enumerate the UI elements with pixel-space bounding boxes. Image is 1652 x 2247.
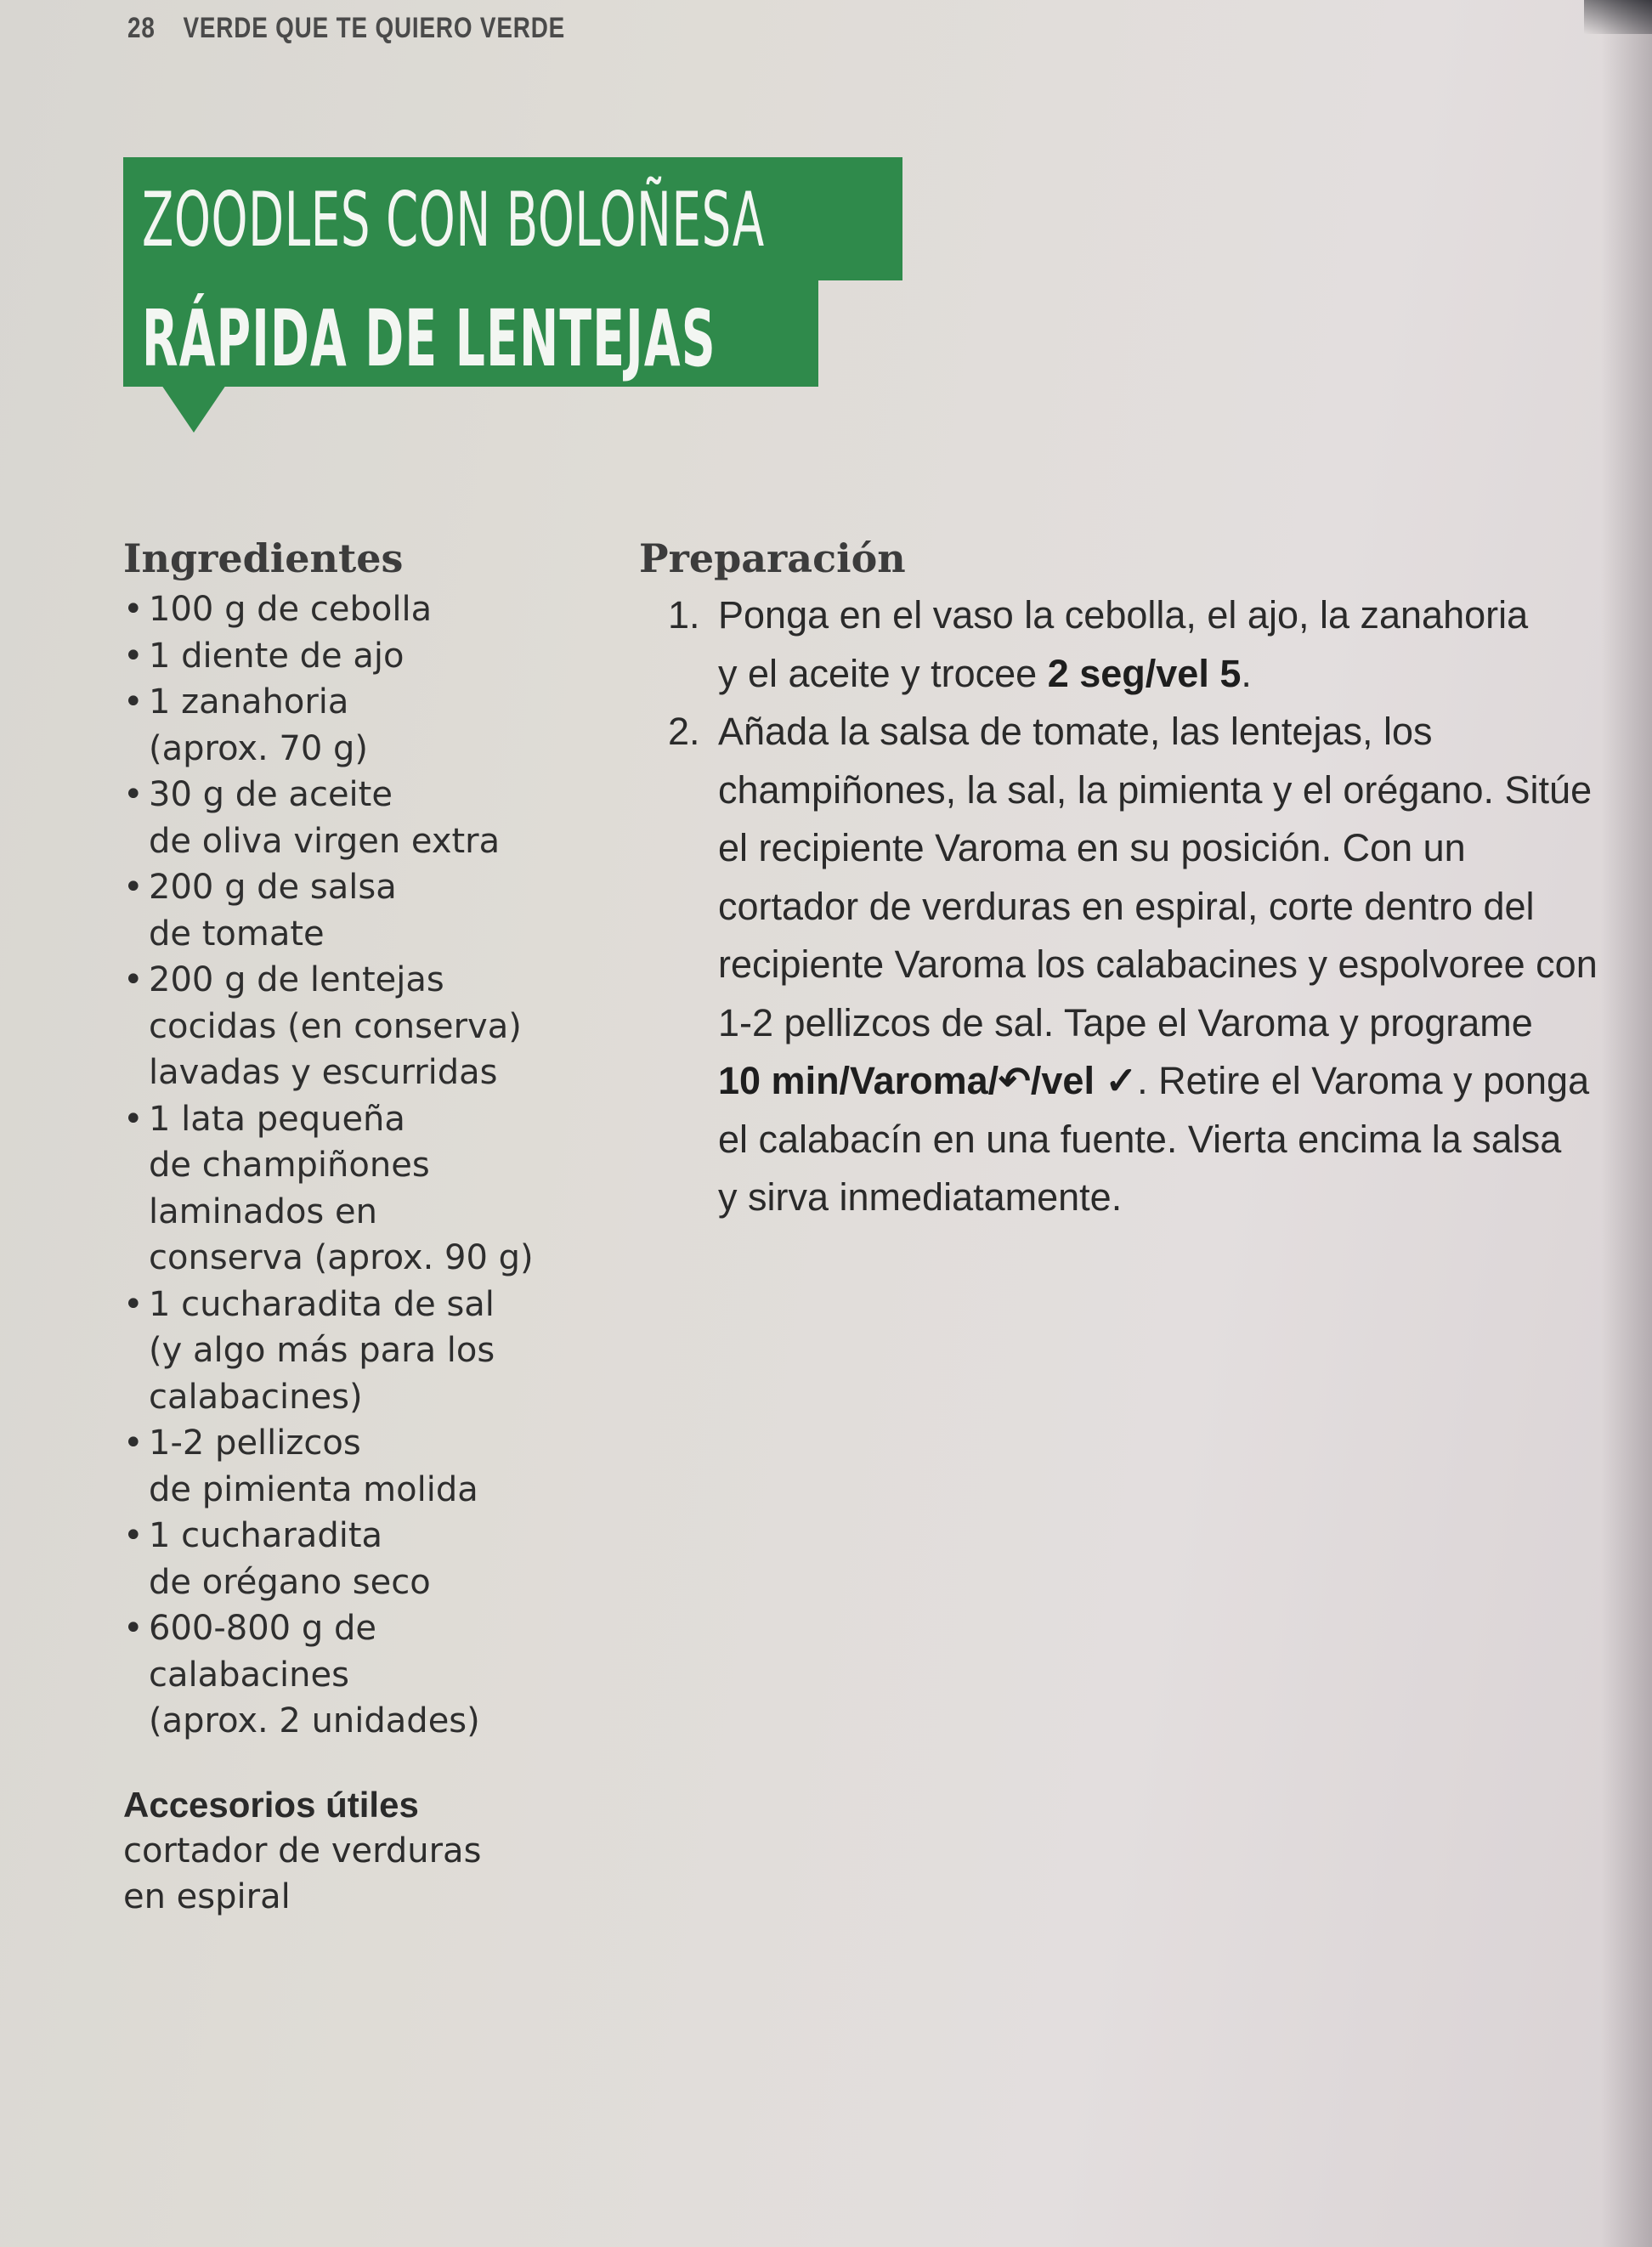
accessories-line: cortador de verduras <box>123 1831 482 1871</box>
bullet-icon: • <box>123 590 144 629</box>
ingredient-item: • 1 diente de ajo <box>123 633 565 680</box>
page-corner-shadow <box>1584 0 1652 34</box>
bullet-icon: • <box>123 1099 144 1139</box>
title-banner-pointer <box>161 385 226 433</box>
ingredient-item: • 1 cucharadita de orégano seco <box>123 1513 565 1605</box>
bullet-icon: • <box>123 960 144 999</box>
page-number: 28 <box>127 12 156 44</box>
step-number: 2. <box>668 710 700 753</box>
preparation-step: 1. Ponga en el vaso la cebolla, el ajo, la zanahoria y el aceite y trocee 2 seg/vel 5. <box>639 586 1616 703</box>
ingredient-list <box>123 586 565 1745</box>
ingredient-item: • 200 g de salsa de tomate <box>123 864 565 957</box>
program-setting: 10 min/Varoma/↶/vel ✓ <box>718 1059 1138 1102</box>
ingredients-section <box>123 535 565 1920</box>
step-number: 1. <box>668 593 700 637</box>
ingredient-item: • 30 g de aceite de oliva virgen extra <box>123 772 565 864</box>
reverse-rotation-icon: ↶ <box>999 1059 1031 1102</box>
recipe-title-line-1: ZOODLES CON BOLOÑESA <box>142 176 765 263</box>
accessories-section <box>123 1782 565 1920</box>
bullet-icon: • <box>123 1609 144 1648</box>
recipe-title-line-2: RÁPIDA DE LENTEJAS <box>142 293 716 384</box>
book-title: VERDE QUE TE QUIERO VERDE <box>183 12 566 44</box>
ingredient-item: • 600-800 g de calabacines (aprox. 2 unidades) <box>123 1605 565 1745</box>
bullet-icon: • <box>123 1284 144 1324</box>
ingredients-heading: Ingredientes <box>123 535 404 581</box>
accessories-line: en espiral <box>123 1876 291 1916</box>
preparation-steps <box>639 586 1616 1227</box>
preparation-heading: Preparación <box>639 535 906 581</box>
accessories-heading: Accesorios útiles <box>123 1784 419 1825</box>
bullet-icon: • <box>123 1423 144 1463</box>
bullet-icon: • <box>123 636 144 676</box>
ingredient-item: • 1 cucharadita de sal (y algo más para los calabacines) <box>123 1282 565 1421</box>
program-setting: 2 seg/vel 5 <box>1047 651 1242 695</box>
bullet-icon: • <box>123 1516 144 1555</box>
ingredient-item: • 200 g de lentejas cocidas (en conserva) lavadas y escurridas <box>123 957 565 1096</box>
preparation-step: 2. Añada la salsa de tomate, las lentejas, los champiñones, la sal, la pimienta y el orégano. Sitúe el recipiente Varoma en su posición. Con un cortador de verduras en espiral, corte dentro del recipiente Varoma los calabacines y espolvoree con 1-2 pellizcos de sal. Tape el Varoma y programe 10 min/Varoma/↶/vel ✓. Retire el Varoma y ponga el calabacín en una fuente. Vierta encima la salsa y sirva inmediatamente. <box>639 703 1616 1227</box>
bullet-icon: • <box>123 682 144 722</box>
ingredient-item: • 1 zanahoria (aprox. 70 g) <box>123 679 565 772</box>
bullet-icon: • <box>123 775 144 814</box>
bullet-icon: • <box>123 868 144 907</box>
ingredient-item: • 100 g de cebolla <box>123 586 565 633</box>
preparation-section <box>639 535 1616 1227</box>
running-header <box>127 12 565 45</box>
ingredient-item: • 1 lata pequeña de champiñones laminados en conserva (aprox. 90 g) <box>123 1096 565 1282</box>
stir-speed-icon: ✓ <box>1105 1059 1138 1102</box>
ingredient-item: • 1-2 pellizcos de pimienta molida <box>123 1420 565 1513</box>
